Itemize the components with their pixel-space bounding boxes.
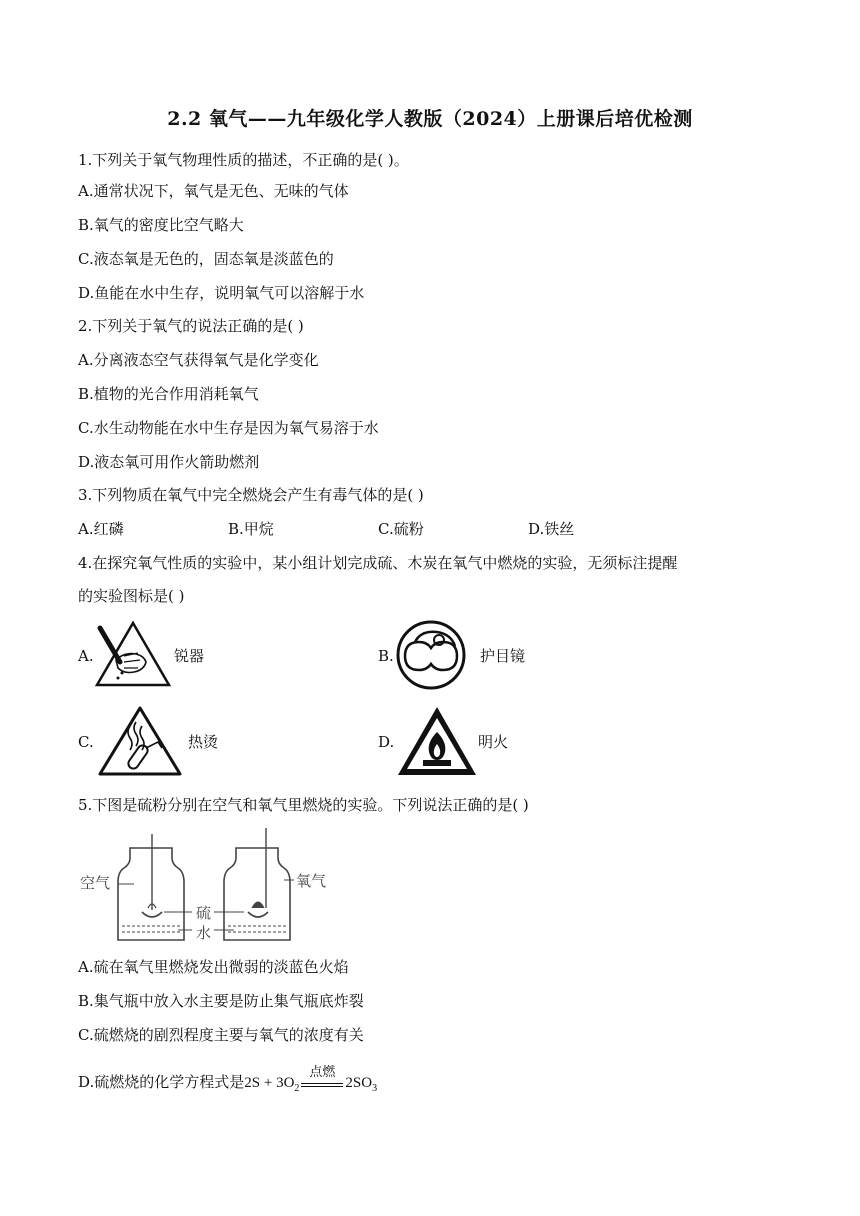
q4-option-d: [378, 704, 678, 778]
open-flame-icon: [396, 704, 478, 778]
reaction-arrow: [301, 1063, 343, 1094]
figure-label-air: 空气: [80, 874, 111, 892]
q3-option-a: A.红磷: [78, 520, 124, 538]
q5-option-d-prefix: D.硫燃烧的化学方程式是: [78, 1073, 245, 1091]
sulfur-combustion-figure: [78, 828, 338, 948]
reaction-condition: 点燃: [309, 1063, 336, 1079]
q4-option-c-caption: 热烫: [188, 733, 219, 751]
q5-option-b: B.集气瓶中放入水主要是防止集气瓶底炸裂: [78, 992, 364, 1010]
q2-option-c: C.水生动物能在水中生存是因为氧气易溶于水: [78, 419, 379, 437]
q4-option-b: [378, 620, 678, 690]
q2-option-b: B.植物的光合作用消耗氧气: [78, 385, 259, 403]
chemical-equation: [244, 1063, 378, 1099]
equation-reactant-subscript: 2: [294, 1083, 300, 1094]
q2-stem: 2.下列关于氧气的说法正确的是( ): [78, 317, 304, 335]
q4-option-a: [78, 620, 378, 690]
q4-option-b-label: B.: [378, 647, 394, 665]
q4-option-a-caption: 锐器: [174, 647, 205, 665]
equation-product: 2SO: [345, 1075, 373, 1091]
q4-option-c-label: C.: [78, 733, 94, 751]
q4-stem-line2: 的实验图标是( ): [78, 587, 185, 605]
q1-stem: 1.下列关于氧气物理性质的描述，不正确的是( )。: [78, 151, 409, 169]
q4-option-d-label: D.: [378, 733, 395, 751]
q4-option-b-caption: 护目镜: [480, 647, 526, 665]
q3-option-b: B.甲烷: [228, 520, 274, 538]
q5-option-c: C.硫燃烧的剧烈程度主要与氧气的浓度有关: [78, 1026, 364, 1044]
page-title: 2.2 氧气——九年级化学人教版（2024）上册课后培优检测: [167, 108, 693, 130]
hot-surface-icon: [96, 704, 184, 778]
goggles-icon: [395, 620, 467, 690]
q4-option-c: [78, 704, 378, 778]
q4-stem-line1: 4.在探究氧气性质的实验中，某小组计划完成硫、木炭在氧气中燃烧的实验，无须标注提醒: [78, 554, 678, 572]
q3-option-c: C.硫粉: [378, 520, 424, 538]
equation-reactants: 2S + 3O: [244, 1075, 295, 1091]
q5-option-d: [78, 1063, 378, 1099]
q4-option-a-label: A.: [78, 647, 94, 665]
q3-stem: 3.下列物质在氧气中完全燃烧会产生有毒气体的是( ): [78, 486, 424, 504]
q1-option-c: C.液态氧是无色的，固态氧是淡蓝色的: [78, 250, 334, 268]
q3-option-d: D.铁丝: [528, 520, 575, 538]
q1-option-a: A.通常状况下，氧气是无色、无味的气体: [78, 182, 349, 200]
q4-option-d-caption: 明火: [478, 733, 509, 751]
q5-option-a: A.硫在氧气里燃烧发出微弱的淡蓝色火焰: [78, 958, 349, 976]
figure-label-oxygen: 氧气: [296, 872, 327, 890]
q1-option-b: B.氧气的密度比空气略大: [78, 216, 244, 234]
equation-product-subscript: 3: [372, 1083, 378, 1094]
figure-label-sulfur: 硫: [196, 904, 212, 922]
q2-option-d: D.液态氧可用作火箭助燃剂: [78, 453, 260, 471]
q5-stem: 5.下图是硫粉分别在空气和氧气里燃烧的实验。下列说法正确的是( ): [78, 796, 529, 814]
figure-label-water: 水: [196, 924, 212, 942]
q2-option-a: A.分离液态空气获得氧气是化学变化: [78, 351, 319, 369]
q1-option-d: D.鱼能在水中生存，说明氧气可以溶解于水: [78, 284, 365, 302]
sharp-objects-icon: [94, 620, 172, 688]
